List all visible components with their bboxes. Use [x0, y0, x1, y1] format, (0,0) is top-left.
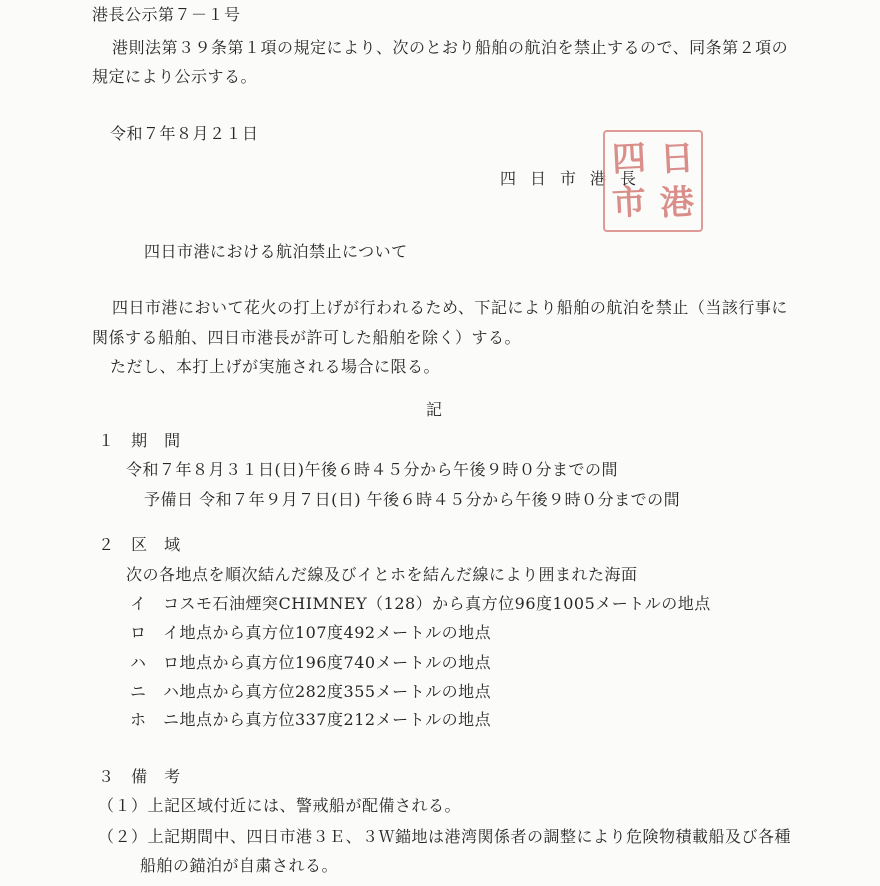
- section2-heading: ２ 区 域: [98, 535, 187, 554]
- intro-line-2: 規定により公示する。: [92, 67, 258, 86]
- section1-heading: １ 期 間: [98, 431, 187, 450]
- body-para1-line1: 四日市港において花火の打上げが行われるため、下記により船舶の航泊を禁止（当該行事に: [112, 298, 788, 317]
- note-2-line1: （２）上記期間中、四日市港３Ｅ、３Ｗ錨地は港湾関係者の調整により危険物積載船及び各種: [98, 827, 792, 846]
- notice-date: 令和７年８月２１日: [110, 124, 259, 143]
- official-seal: 四 日 市 港: [603, 130, 703, 232]
- point-label: ニ: [130, 682, 147, 701]
- subject-title: 四日市港における航泊禁止について: [144, 242, 408, 261]
- ki-marker: 記: [426, 400, 443, 419]
- note-2-line2: 船舶の錨泊が自粛される。: [140, 856, 339, 875]
- body-para2: ただし、本打上げが実施される場合に限る。: [110, 357, 441, 376]
- point-text: ニ地点から真方位337度212メートルの地点: [163, 710, 492, 729]
- issuer-name: 四日市港長: [500, 169, 651, 188]
- body-para1-line2: 関係する船舶、四日市港長が許可した船舶を除く）する。: [92, 328, 522, 347]
- point-text: コスモ石油煙突CHIMNEY（128）から真方位96度1005メートルの地点: [163, 594, 711, 613]
- point-text: ハ地点から真方位282度355メートルの地点: [163, 682, 492, 701]
- intro-line-1: 港則法第３９条第１項の規定により、次のとおり船舶の航泊を禁止するので、同条第２項の: [112, 38, 789, 57]
- point-text: ロ地点から真方位196度740メートルの地点: [163, 653, 492, 672]
- point-text: イ地点から真方位107度492メートルの地点: [163, 623, 492, 642]
- point-label: ホ: [130, 710, 147, 729]
- section1-period-reserve: 予備日 令和７年９月７日(日) 午後６時４５分から午後９時０分までの間: [144, 490, 681, 509]
- point-label: イ: [130, 594, 147, 613]
- point-label: ハ: [130, 653, 147, 672]
- note-1: （１）上記区域付近には、警戒船が配備される。: [98, 796, 462, 815]
- notice-number: 港長公示第７－１号: [92, 5, 241, 24]
- section2-intro: 次の各地点を順次結んだ線及びイとホを結んだ線により囲まれた海面: [126, 565, 638, 584]
- section3-heading: ３ 備 考: [98, 767, 187, 786]
- section1-period-main: 令和７年８月３１日(日)午後６時４５分から午後９時０分までの間: [126, 460, 618, 479]
- point-label: ロ: [130, 623, 147, 642]
